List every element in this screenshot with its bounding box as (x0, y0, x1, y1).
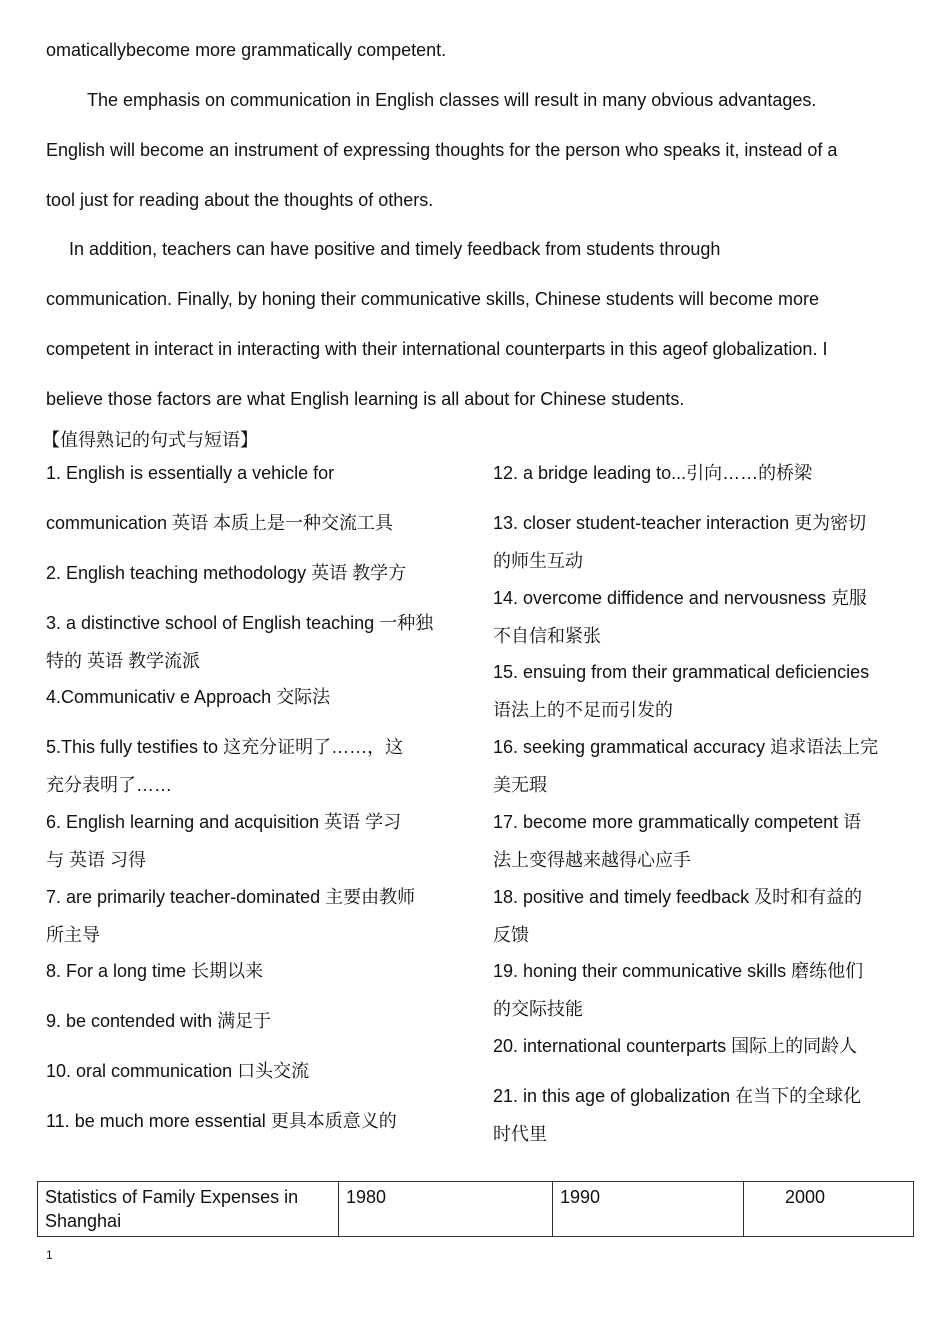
list-item: 所主导 (46, 925, 100, 945)
list-item: 特的 英语 教学流派 (46, 651, 201, 671)
paragraph-line: believe those factors are what English learning is all about for Chinese students. (46, 389, 685, 409)
section-heading: 【值得熟记的句式与短语】 (42, 430, 258, 450)
list-item: 5.This fully testifies to 这充分证明了……，这 (46, 737, 404, 757)
table-cell: 1980 (339, 1182, 553, 1237)
list-item: 充分表明了…… (46, 775, 172, 795)
list-item: 4.Communicativ e Approach 交际法 (46, 687, 331, 707)
list-item: communication 英语 本质上是一种交流工具 (46, 513, 394, 533)
list-item: 语法上的不足而引发的 (493, 700, 673, 720)
paragraph-line: English will become an instrument of expressing thoughts for the person who speaks it, instead of a (46, 140, 838, 160)
list-item: 19. honing their communicative skills 磨练他们 (493, 961, 864, 981)
paragraph-line: competent in interact in interacting with their international counterparts in this ageof globalization. I (46, 339, 828, 359)
list-item: 10. oral communication 口头交流 (46, 1061, 310, 1081)
list-item: 不自信和紧张 (493, 626, 601, 646)
list-item: 21. in this age of globalization 在当下的全球化 (493, 1086, 862, 1106)
list-item: 美无瑕 (493, 775, 547, 795)
list-item: 13. closer student-teacher interaction 更为密切 (493, 513, 867, 533)
list-item: 9. be contended with 满足于 (46, 1011, 272, 1031)
paragraph-line: omaticallybecome more grammatically competent. (46, 40, 447, 60)
statistics-table (37, 1181, 914, 1237)
list-item: 的师生互动 (493, 551, 583, 571)
list-item: 11. be much more essential 更具本质意义的 (46, 1111, 397, 1131)
paragraph-line: tool just for reading about the thoughts of others. (46, 190, 434, 210)
list-item: 20. international counterparts 国际上的同龄人 (493, 1036, 858, 1056)
list-item: 14. overcome diffidence and nervousness 克服 (493, 588, 867, 608)
paragraph-line: communication. Finally, by honing their communicative skills, Chinese students will become more (46, 289, 819, 309)
list-item: 17. become more grammatically competent 语 (493, 812, 862, 832)
list-item: 3. a distinctive school of English teaching 一种独 (46, 613, 434, 633)
list-item: 15. ensuing from their grammatical deficiencies (493, 662, 870, 682)
list-item: 的交际技能 (493, 999, 583, 1019)
list-item: 2. English teaching methodology 英语 教学方 (46, 563, 407, 583)
table-cell: 2000 (744, 1182, 914, 1237)
paragraph-line: The emphasis on communication in English classes will result in many obvious advantages. (87, 90, 817, 110)
list-item: 反馈 (493, 925, 529, 945)
list-item: 法上变得越来越得心应手 (493, 850, 691, 870)
page-number: 1 (46, 1248, 53, 1262)
list-item: 12. a bridge leading to...引向……的桥梁 (493, 463, 813, 483)
list-item: 1. English is essentially a vehicle for (46, 463, 335, 483)
list-item: 8. For a long time 长期以来 (46, 961, 264, 981)
paragraph-line: In addition, teachers can have positive and timely feedback from students through (69, 239, 721, 259)
table-cell: Statistics of Family Expenses in Shanghai (38, 1182, 339, 1237)
list-item: 16. seeking grammatical accuracy 追求语法上完 (493, 737, 879, 757)
list-item: 6. English learning and acquisition 英语 学习 (46, 812, 402, 832)
list-item: 7. are primarily teacher-dominated 主要由教师 (46, 887, 416, 907)
list-item: 18. positive and timely feedback 及时和有益的 (493, 887, 863, 907)
list-item: 时代里 (493, 1124, 547, 1144)
table-cell: 1990 (553, 1182, 744, 1237)
table-row (38, 1182, 914, 1237)
list-item: 与 英语 习得 (46, 850, 147, 870)
